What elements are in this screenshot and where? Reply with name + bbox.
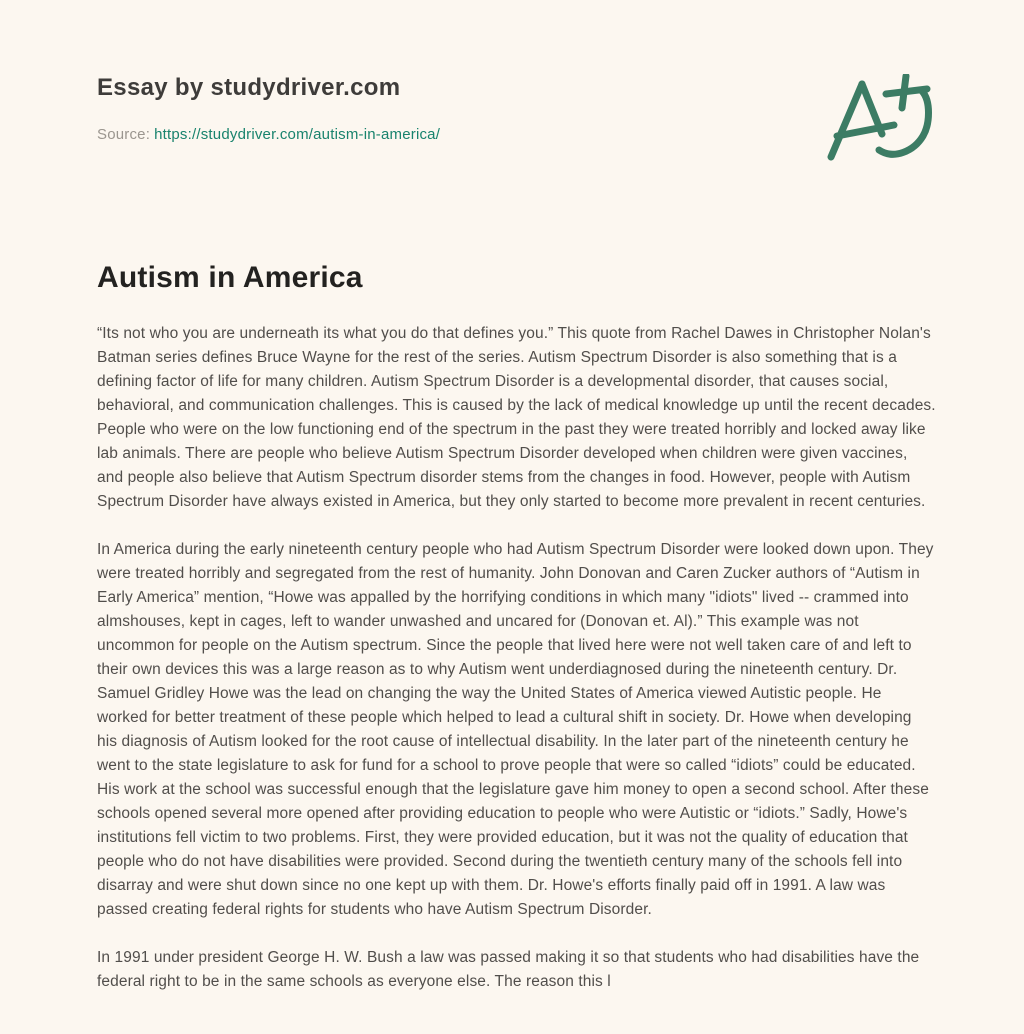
essay-paragraph-3: In 1991 under president George H. W. Bush a law was passed making it so that students who had disabilities have the federal right to be in the same schools as everyone else. The reason this l [97, 949, 920, 990]
essay-content [97, 261, 936, 994]
header-title: Essay by studydriver.com [97, 74, 401, 101]
source-line [97, 126, 440, 143]
header-text-block [97, 74, 440, 143]
essay-paragraph-2: In America during the early nineteenth century people who had Autism Spectrum Disorder were looked down upon. They were treated horribly and segregated from the rest of humanity. John Donovan and Caren Zucker authors of “Autism in Early America” mention, “Howe was appalled by the horrifying conditions in which many "idiots" lived -- crammed into almshouses, kept in cages, left to wander unwashed and uncared for (Donovan et. Al).” This example was not uncommon for people on the Autism spectrum. Since the people that lived here were not well taken care of and left to their own devices this was a large reason as to why Autism went underdiagnosed during the nineteenth century. Dr. Samuel Gridley Howe was the lead on changing the way the United States of America viewed Autistic people. He worked for better treatment of these people which helped to lead a cultural shift in society. Dr. Howe when developing his diagnosis of Autism looked for the root cause of intellectual disability. In the later part of the nineteenth century he went to the state legislature to ask for fund for a school to prove people that were so called “idiots” could be educated. His work at the school was successful enough that the legislature gave him money to open a second school. After these schools opened several more opened after providing education to people who were Autistic or “idiots.” Sadly, Howe's institutions fell victim to two problems. First, they were provided education, but it was not the quality of education that people who do not have disabilities were provided. Second during the twentieth century many of the schools fell into disarray and were shut down since no one kept up with them. Dr. Howe's efforts finally paid off in 1991. A law was passed creating federal rights for students who have Autism Spectrum Disorder. [97, 541, 934, 918]
source-label: Source: [97, 126, 151, 143]
essay-paragraph-1: “Its not who you are underneath its what you do that defines you.” This quote from Rachel Dawes in Christopher Nolan's Batman series defines Bruce Wayne for the rest of the series. Autism Spectrum Disorder is also something that is a defining factor of life for many children. Autism Spectrum Disorder is a developmental disorder, that causes social, behavioral, and communication challenges. This is caused by the lack of medical knowledge up until the recent decades. People who were on the low functioning end of the spectrum in the past they were treated horribly and locked away like lab animals. There are people who believe Autism Spectrum Disorder developed when children were given vaccines, and people also believe that Autism Spectrum disorder stems from the changes in food. However, people with Autism Spectrum Disorder have always existed in America, but they only started to become more prevalent in recent centuries. [97, 325, 936, 510]
page-header [97, 0, 936, 166]
essay-title: Autism in America [97, 261, 363, 294]
source-link[interactable]: https://studydriver.com/autism-in-america/ [154, 126, 441, 143]
a-plus-logo-icon [826, 74, 936, 166]
